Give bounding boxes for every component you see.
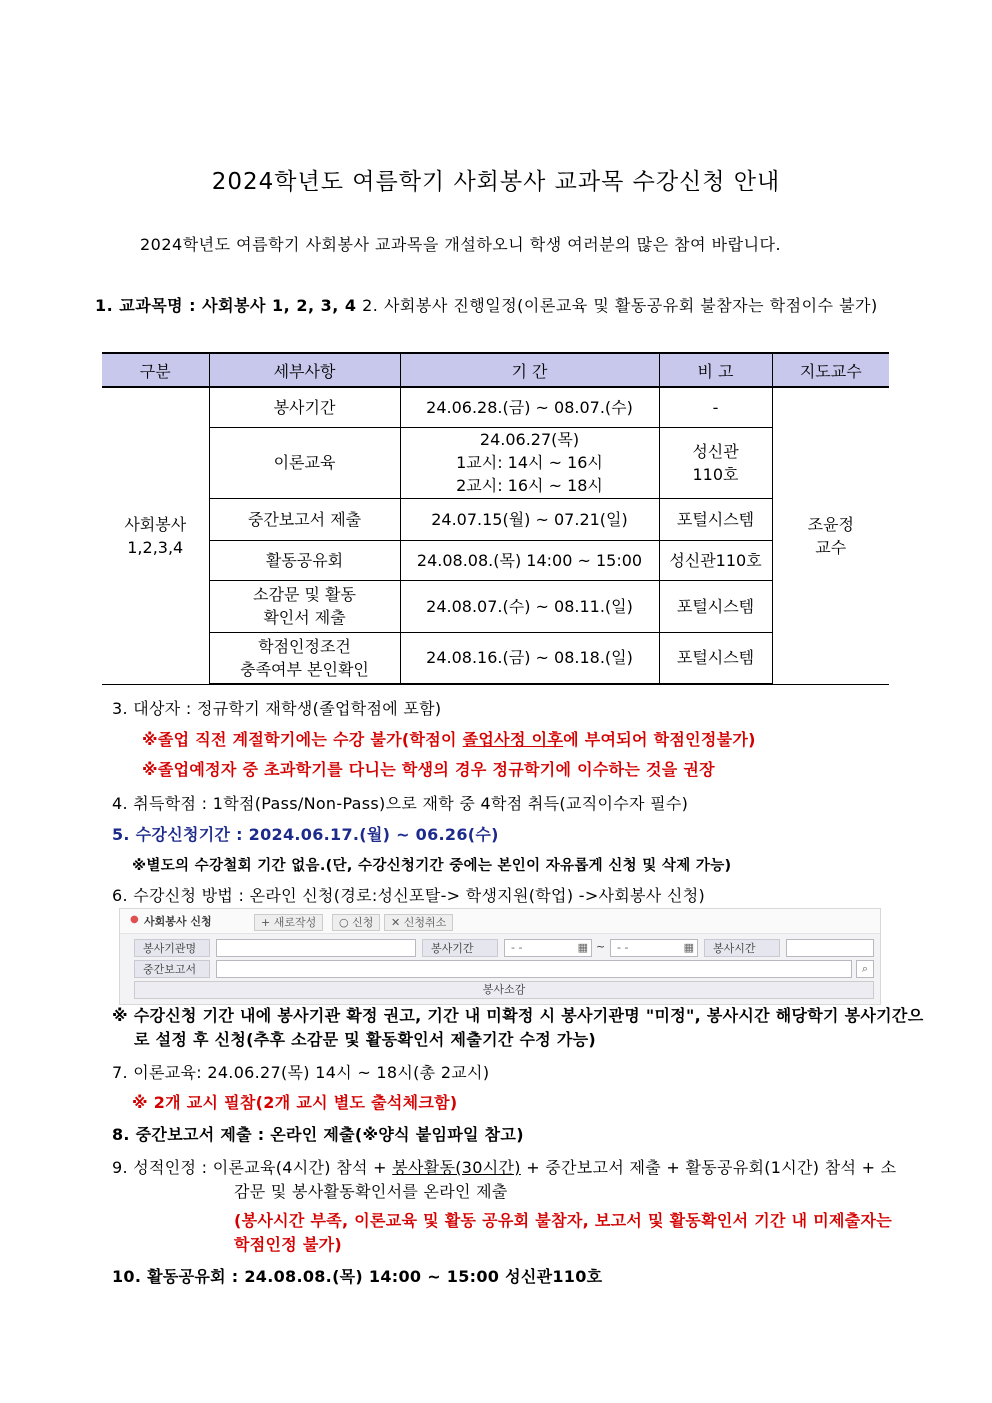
page-title: 2024학년도 여름학기 사회봉사 교과목 수강신청 안내 <box>211 169 781 195</box>
start-date-input[interactable]: - - ▦ <box>504 939 592 957</box>
cancel-label: 신청취소 <box>403 916 447 929</box>
header-category: 구분 <box>102 353 209 387</box>
report-input[interactable] <box>216 960 852 978</box>
section-6: 6. 수강신청 방법 : 온라인 신청(경로:성신포탈-> 학생지원(학업) ->사회봉사 신청) <box>112 886 705 905</box>
section-6-note: ※ 수강신청 기간 내에 봉사기관 확정 권고, 기간 내 미확정 시 봉사기관명 "미정", 봉사시간 해당학기 봉사기간으로 설정 후 신청(추후 소감문 및 활동확인서 제출기간 수정 가능) <box>112 1006 924 1049</box>
screen-title: 사회봉사 신청 <box>144 915 212 928</box>
detail-line: 확인서 제출 <box>263 608 346 627</box>
section-3-warning-1: ※졸업 직전 계절학기에는 수강 불가(학점이 졸업사정 이후에 부여되어 학점인정불가) <box>142 730 756 749</box>
hours-label: 봉사시간 <box>704 939 780 957</box>
detail-cell: 중간보고서 제출 <box>209 498 400 540</box>
table-row <box>102 580 889 632</box>
header-professor: 지도교수 <box>772 353 889 387</box>
date-tilde: ~ <box>596 940 606 953</box>
close-icon: ✕ <box>391 916 401 929</box>
screen-header <box>120 909 880 934</box>
section-8: 8. 중간보고서 제출 : 온라인 제출(※양식 붙임파일 참고) <box>112 1125 524 1144</box>
table-row <box>102 498 889 540</box>
section-7-note: ※ 2개 교시 필참(2개 교시 별도 출석체크함) <box>132 1093 458 1112</box>
note-cell: 포털시스템 <box>659 632 772 684</box>
section-10: 10. 활동공유회 : 24.08.08.(목) 14:00 ~ 15:00 성신관110호 <box>112 1267 603 1286</box>
table-row <box>102 632 889 684</box>
circle-icon: ○ <box>339 916 349 929</box>
schedule-table <box>102 352 889 685</box>
intro-text: 2024학년도 여름학기 사회봉사 교과목을 개설하오니 학생 여러분의 많은 참여 바랍니다. <box>140 235 782 254</box>
note-cell: 포털시스템 <box>659 498 772 540</box>
detail-cell: 봉사기간 <box>209 387 400 427</box>
section-9: 9. 성적인정 : 이론교육(4시간) 참석 + 봉사활동(30시간) + 중간보고서 제출 + 활동공유회(1시간) 참석 + 소감문 및 봉사활동확인서를 온라인 제출 <box>112 1158 897 1201</box>
table-header-row <box>102 353 889 387</box>
new-button[interactable]: + 새로작성 <box>254 914 323 931</box>
table-row <box>102 427 889 498</box>
impression-bar[interactable]: 봉사소감 <box>134 981 874 999</box>
detail-cell <box>209 632 400 684</box>
note-line: 성신관 <box>692 441 739 461</box>
detail-line: 충족여부 본인확인 <box>240 659 369 679</box>
professor-line-2: 교수 <box>815 537 847 557</box>
hours-input[interactable] <box>786 939 874 957</box>
category-cell <box>102 387 209 684</box>
period-cell: 24.07.15(월) ~ 07.21(일) <box>400 498 659 540</box>
table-row <box>102 540 889 580</box>
category-line-2: 1,2,3,4 <box>127 537 184 557</box>
period-cell <box>400 427 659 498</box>
table-row <box>102 387 889 427</box>
section-3: 3. 대상자 : 정규학기 재학생(졸업학점에 포함) <box>112 699 442 718</box>
detail-line: 소감문 및 활동 <box>253 585 356 604</box>
end-date-input[interactable]: - - ▦ <box>610 939 698 957</box>
detail-line: 학점인정조건 <box>258 636 351 656</box>
period-cell: 24.06.28.(금) ~ 08.07.(수) <box>400 387 659 427</box>
note-cell: - <box>659 387 772 427</box>
section-1 <box>95 294 900 318</box>
section-1-label: 1. 교과목명 : 사회봉사 1, 2, 3, 4 <box>95 296 357 315</box>
category-line-1: 사회봉사 <box>124 514 187 534</box>
calendar-icon[interactable]: ▦ <box>683 941 694 954</box>
header-note: 비 고 <box>659 353 772 387</box>
application-screenshot <box>119 908 881 1005</box>
section-3-warning-2: ※졸업예정자 중 초과학기를 다니는 학생의 경우 정규학기에 이수하는 것을 권장 <box>142 760 715 779</box>
org-input[interactable] <box>216 939 416 957</box>
detail-cell: 활동공유회 <box>209 540 400 580</box>
section-5-note: ※별도의 수강철회 기간 없음.(단, 수강신청기간 중에는 본인이 자유롭게 신청 및 삭제 가능) <box>132 858 732 874</box>
section-7: 7. 이론교육: 24.06.27(목) 14시 ~ 18시(총 2교시) <box>112 1063 490 1082</box>
professor-cell <box>772 387 889 684</box>
search-icon[interactable]: ⌕ <box>856 960 874 978</box>
section-9-warning: (봉사시간 부족, 이론교육 및 활동 공유회 불참자, 보고서 및 활동확인서 기간 내 미제출자는 학점인정 불가) <box>234 1211 893 1254</box>
period-line: 2교시: 16시 ~ 18시 <box>456 476 603 495</box>
period-label: 봉사기간 <box>422 939 498 957</box>
section-5: 5. 수강신청기간 : 2024.06.17.(월) ~ 06.26(수) <box>112 825 499 844</box>
note-cell: 포털시스템 <box>659 580 772 632</box>
cancel-apply-button[interactable] <box>384 914 453 931</box>
period-line: 1교시: 14시 ~ 16시 <box>456 453 603 472</box>
report-label: 중간보고서 <box>134 960 210 978</box>
period-line: 24.06.27(목) <box>479 430 580 449</box>
period-cell: 24.08.16.(금) ~ 08.18.(일) <box>400 632 659 684</box>
note-cell: 성신관110호 <box>659 540 772 580</box>
note-line: 110호 <box>692 464 739 484</box>
calendar-icon[interactable]: ▦ <box>577 941 588 954</box>
detail-cell <box>209 580 400 632</box>
apply-button[interactable] <box>332 914 380 931</box>
detail-cell: 이론교육 <box>209 427 400 498</box>
apply-label: 신청 <box>352 916 374 929</box>
section-2-label: 2. 사회봉사 진행일정(이론교육 및 활동공유회 불참자는 학점이수 불가) <box>356 296 878 315</box>
header-detail: 세부사항 <box>209 353 400 387</box>
note-cell <box>659 427 772 498</box>
section-4: 4. 취득학점 : 1학점(Pass/Non-Pass)으로 재학 중 4학점 취득(교직이수자 필수) <box>112 794 689 813</box>
period-cell: 24.08.07.(수) ~ 08.11.(일) <box>400 580 659 632</box>
header-period: 기 간 <box>400 353 659 387</box>
period-cell: 24.08.08.(목) 14:00 ~ 15:00 <box>400 540 659 580</box>
professor-line-1: 조윤정 <box>807 514 854 534</box>
org-label: 봉사기관명 <box>134 939 210 957</box>
bullet-icon: ● <box>130 914 139 925</box>
